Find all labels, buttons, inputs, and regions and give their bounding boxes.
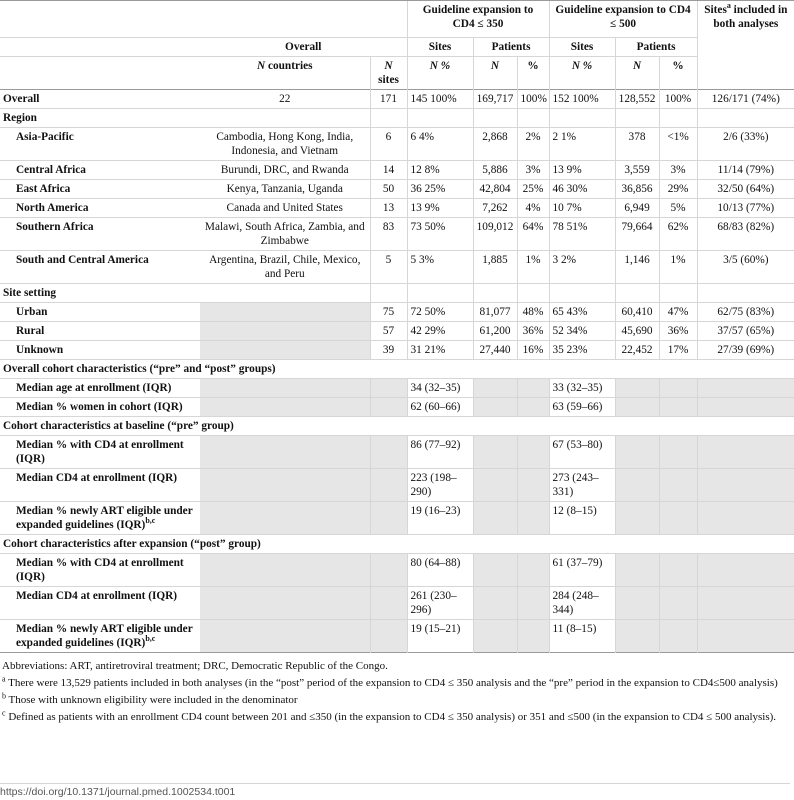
header-row-2 [0,38,794,57]
table-row-post-cd4pct: Median % with CD4 at enrollment (IQR) 80 (64–88) 61 (37–79) [0,554,794,587]
header-group-500: Guideline expansion to CD4 ≤ 500 [549,1,697,38]
doi-link[interactable]: https://doi.org/10.1371/journal.pmed.1002534.t001 [0,783,790,798]
table-row-central: Central Africa Burundi, DRC, and Rwanda 14 12 8% 5,886 3% 13 9% 3,559 3% 11/14 (79%) [0,161,794,180]
header-both: Sites$^a$ included in both analyses [697,1,794,90]
table-row-southern: Southern Africa Malawi, South Africa, Zambia, and Zimbabwe 83 73 50% 109,012 64% 78 51% 79,664 62% 68/83 (82%) [0,218,794,251]
table-row-pre-elig: Median % newly ART eligible under expanded guidelines (IQR)$^{b,c}$ 19 (16–23) 12 (8–15) [0,502,794,535]
footnote-a: $^a$ There were 13,529 patients included in both analyses (in the “post” period of the expansion to CD4 ≤ 350 analysis and the “pre” period in the expansion to CD4≤500 analysis) [2,674,778,689]
table-row-overall: Overall 22 171 145 100% 169,717 100% 152 100% 128,552 100% 126/171 (74%) [0,90,794,109]
section-baseline: Cohort characteristics at baseline (“pre” group) [0,417,794,436]
table-row-north: North America Canada and United States 13 13 9% 7,262 4% 10 7% 6,949 5% 10/13 (77%) [0,199,794,218]
header-n-350: N [473,57,517,90]
header-group-350: Guideline expansion to CD4 ≤ 350 [407,1,549,38]
table-row-age: Median age at enrollment (IQR) 34 (32–35) 33 (32–35) [0,379,794,398]
header-sites-500: Sites [549,38,615,57]
table-row-asia: Asia-Pacific Cambodia, Hong Kong, India, Indonesia, and Vietnam 6 6 4% 2,868 2% 2 1% 378 <1% 2/6 (33%) [0,128,794,161]
footnote-b: $^b$ Those with unknown eligibility were included in the denominator [2,691,298,706]
header-pct-350: % [517,57,549,90]
header-patients-500: Patients [615,38,697,57]
header-npct-500: N % [549,57,615,90]
footnote-c: $^c$ Defined as patients with an enrollment CD4 count between 201 and ≤350 (in the expansion to CD4 ≤ 350 analysis) or 351 and ≤500 (in the expansion to CD4 ≤ 500 analysis). [2,708,777,723]
header-row-3 [0,57,794,90]
table-row-urban: Urban 75 72 50% 81,077 48% 65 43% 60,410 47% 62/75 (83%) [0,303,794,322]
table-row-scamerica: South and Central America Argentina, Brazil, Chile, Mexico, and Peru 5 5 3% 1,885 1% 3 2% 1,146 1% 3/5 (60%) [0,251,794,284]
section-site-setting: Site setting [0,284,794,303]
header-npct-350: N % [407,57,473,90]
header-n-countries: N countries [200,57,370,90]
section-after: Cohort characteristics after expansion (“post” group) [0,535,794,554]
footnote-abbreviations: Abbreviations: ART, antiretroviral treatment; DRC, Democratic Republic of the Congo. [2,660,388,672]
table-row-post-cd4: Median CD4 at enrollment (IQR) 261 (230–296) 284 (248–344) [0,587,794,620]
pre-elig-label: Median % newly ART eligible under expanded guidelines (IQR)$^{b,c}$ [0,502,200,535]
table-row-women: Median % women in cohort (IQR) 62 (60–66) 63 (59–66) [0,398,794,417]
header-patients-350: Patients [473,38,549,57]
table-row-unknown: Unknown 39 31 21% 27,440 16% 35 23% 22,452 17% 27/39 (69%) [0,341,794,360]
table-row-pre-cd4pct: Median % with CD4 at enrollment (IQR) 86 (77–92) 67 (53–80) [0,436,794,469]
table-row-pre-cd4: Median CD4 at enrollment (IQR) 223 (198–290) 273 (243–331) [0,469,794,502]
section-overall-cohort: Overall cohort characteristics (“pre” and “post” groups) [0,360,794,379]
section-region: Region [0,109,794,128]
footnotes [0,659,794,724]
header-n-500: N [615,57,659,90]
table-row-post-elig: Median % newly ART eligible under expanded guidelines (IQR)$^{b,c}$ 19 (15–21) 11 (8–15) [0,620,794,653]
header-overall: Overall [200,38,407,57]
post-elig-label: Median % newly ART eligible under expanded guidelines (IQR)$^{b,c}$ [0,620,200,653]
table-row-rural: Rural 57 42 29% 61,200 36% 52 34% 45,690 36% 37/57 (65%) [0,322,794,341]
header-sites-350: Sites [407,38,473,57]
table-row-east: East Africa Kenya, Tanzania, Uganda 50 36 25% 42,804 25% 46 30% 36,856 29% 32/50 (64%) [0,180,794,199]
header-pct-500: % [659,57,697,90]
header-n-sites: N sites [370,57,407,90]
header-row-1 [0,1,794,38]
